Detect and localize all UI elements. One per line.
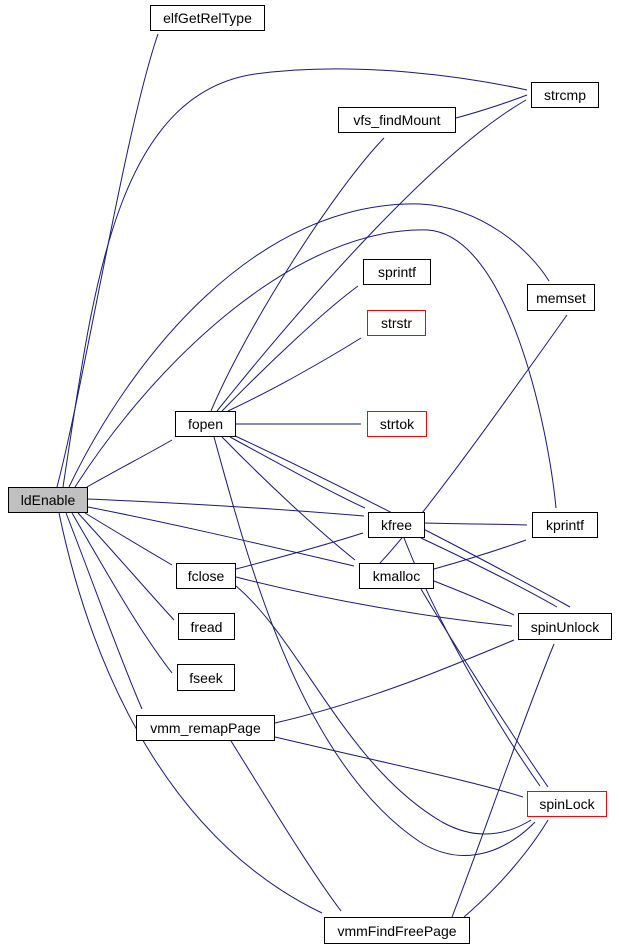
edge-ldEnable-elfGetRelType: [57, 34, 158, 487]
edge-ldEnable-fread: [78, 513, 174, 620]
edge-kfree-spinUnlock: [421, 538, 557, 607]
node-spinLock[interactable]: spinLock: [527, 791, 607, 817]
edge-kmalloc-kprintf: [434, 540, 526, 569]
node-kmalloc[interactable]: kmalloc: [359, 563, 434, 589]
node-spinUnlock[interactable]: spinUnlock: [518, 613, 612, 640]
edge-vmm_remapPage-vmmFindFreePage: [231, 741, 341, 911]
node-vmm_remapPage[interactable]: vmm_remapPage: [136, 715, 275, 741]
node-fread[interactable]: fread: [178, 613, 235, 640]
edge-fopen-spinLock: [214, 437, 535, 855]
edge-ldEnable-fopen: [87, 440, 172, 487]
edge-kfree-kprintf: [425, 523, 527, 525]
edge-vmmFindFreePage-spinLock: [464, 820, 548, 917]
edge-ldEnable-kmalloc: [88, 507, 354, 566]
node-kprintf[interactable]: kprintf: [532, 512, 598, 538]
node-kfree[interactable]: kfree: [368, 512, 425, 538]
edge-vmm_remapPage-spinLock: [275, 737, 523, 797]
node-vfs_findMount[interactable]: vfs_findMount: [338, 107, 456, 133]
node-fopen[interactable]: fopen: [175, 411, 236, 437]
edge-fopen-sprintf: [222, 286, 358, 411]
edge-ldEnable-kfree: [88, 499, 364, 516]
edge-fopen-strstr: [228, 338, 361, 411]
edge-kmalloc-spinUnlock: [434, 581, 514, 615]
node-fclose[interactable]: fclose: [176, 563, 236, 589]
edge-vmmFindFreePage-spinUnlock: [452, 644, 554, 917]
node-strcmp[interactable]: strcmp: [531, 82, 599, 108]
edge-ldEnable-memset: [69, 204, 549, 487]
node-strstr[interactable]: strstr: [367, 310, 426, 336]
node-vmmFindFreePage[interactable]: vmmFindFreePage: [324, 917, 470, 944]
node-ldEnable: ldEnable: [8, 487, 88, 513]
node-elfGetRelType[interactable]: elfGetRelType: [150, 5, 265, 31]
edge-fopen-kfree: [230, 437, 365, 508]
node-fseek[interactable]: fseek: [177, 664, 235, 691]
node-strtok[interactable]: strtok: [367, 411, 427, 437]
edge-ldEnable-fseek: [72, 513, 172, 673]
edge-ldEnable-kprintf: [75, 230, 556, 508]
edge-fopen-strcmp: [217, 100, 526, 411]
node-memset[interactable]: memset: [527, 284, 595, 311]
edge-fopen-vfs_findMount: [211, 138, 384, 411]
edge-vfs_findMount-strcmp: [456, 95, 527, 118]
node-sprintf[interactable]: sprintf: [363, 259, 431, 285]
